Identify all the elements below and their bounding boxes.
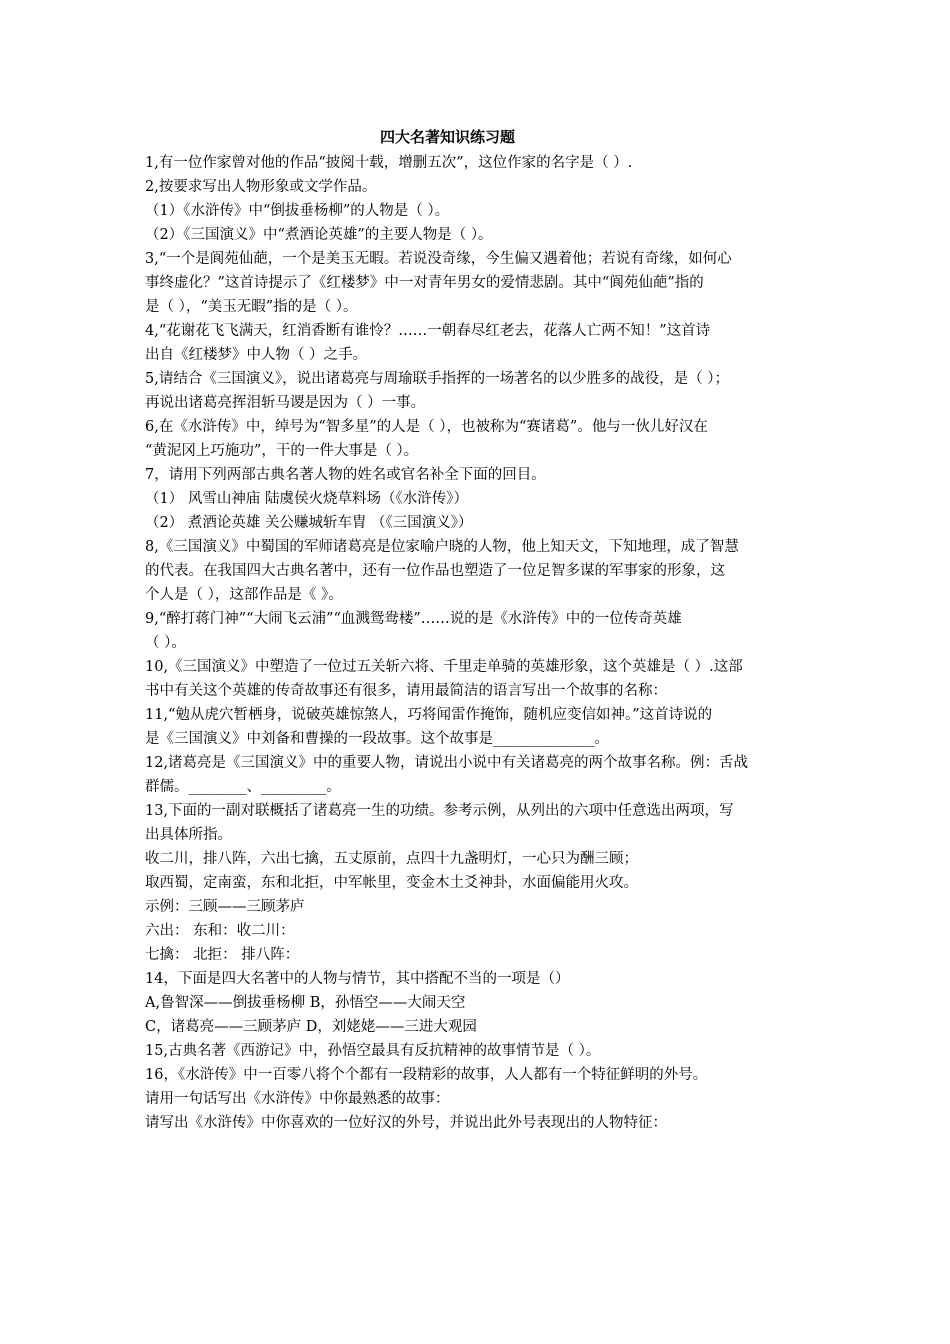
text-line: A,鲁智深——倒拔垂杨柳 B，孙悟空——大闹天空 <box>145 995 466 1011</box>
text-line: 3,“一个是阆苑仙葩，一个是美玉无暇。若说没奇缘，今生偏又遇着他；若说有奇缘，如何心 <box>145 251 732 267</box>
text-line: 请用一句话写出《水浒传》中你最熟悉的故事： <box>145 1091 450 1107</box>
document-title: 四大名著知识练习题 <box>380 128 516 146</box>
text-line: 收二川，排八阵，六出七擒，五丈原前，点四十九盏明灯，一心只为酬三顾； <box>145 851 638 867</box>
text-line: 9,“醉打蒋门神”“大闹飞云浦”“血溅鸳鸯楼”……说的是《水浒传》中的一位传奇英雄 <box>145 611 682 627</box>
document-body <box>145 151 815 1135</box>
text-line: 8,《三国演义》中蜀国的军师诸葛亮是位家喻户晓的人物，他上知天文，下知地理，成了智慧 <box>145 539 739 555</box>
text-line: 群儒。________、_________。 <box>145 779 341 795</box>
text-line: “黄泥冈上巧施功”，干的一件大事是（ ）。 <box>145 443 419 459</box>
text-line: 六出： 东和：收二川： <box>145 923 295 939</box>
text-line: （ ）。 <box>145 635 186 651</box>
text-line: 6,在《水浒传》中，绰号为“智多星”的人是（ ），也被称为“赛诸葛”。他与一伙儿好汉在 <box>145 419 708 435</box>
text-line: （2） 煮酒论英雄 关公赚城斩车胄 （《三国演义》） <box>145 515 473 531</box>
document-page <box>145 125 815 1135</box>
text-line: 16，《水浒传》中一百零八将个个都有一段精彩的故事，人人都有一个特征鲜明的外号。 <box>145 1067 708 1083</box>
text-line: 1,有一位作家曾对他的作品“披阅十载，增删五次”，这位作家的名字是（ ）. <box>145 155 633 171</box>
text-line: 14，下面是四大名著中的人物与情节，其中搭配不当的一项是（） <box>145 971 570 987</box>
text-line: （1） 风雪山神庙 陆虞侯火烧草料场（《水浒传》） <box>145 491 468 507</box>
text-line: 是（ ），“美玉无暇”指的是（ ）。 <box>145 299 358 315</box>
text-line: 4,“花谢花飞飞满天，红消香断有谁怜？……一朝春尽红老去，花落人亡两不知！”这首诗 <box>145 323 711 339</box>
text-line: 15,古典名著《西游记》中，孙悟空最具有反抗精神的故事情节是（ ）。 <box>145 1043 601 1059</box>
text-line: 七擒： 北拒： 排八阵： <box>145 947 300 963</box>
text-line: 13,下面的一副对联概括了诸葛亮一生的功绩。参考示例，从列出的六项中任意选出两项，写 <box>145 803 734 819</box>
text-line: （1）《水浒传》中“倒拔垂杨柳”的人物是（ ）。 <box>145 203 450 219</box>
text-line: 5,请结合《三国演义》，说出诸葛亮与周瑜联手指挥的一场著名的以少胜多的战役，是（ ）； <box>145 371 729 387</box>
text-line: 书中有关这个英雄的传奇故事还有很多，请用最简洁的语言写出一个故事的名称： <box>145 683 667 699</box>
text-line: 11,“勉从虎穴暂栖身，说破英雄惊煞人，巧将闻雷作掩饰，随机应变信如神。”这首诗说的 <box>145 707 713 723</box>
text-line: 7，请用下列两部古典名著人物的姓名或官名补全下面的回目。 <box>145 467 546 483</box>
text-line: 的代表。在我国四大古典名著中，还有一位作品也塑造了一位足智多谋的军事家的形象，这 <box>145 563 725 579</box>
text-line: 10,《三国演义》中塑造了一位过五关斩六将、千里走单骑的英雄形象，这个英雄是（ ）.这部 <box>145 659 743 675</box>
text-line: 再说出诸葛亮挥泪斩马谡是因为（ ）一事。 <box>145 395 426 411</box>
text-line: 12,诸葛亮是《三国演义》中的重要人物，请说出小说中有关诸葛亮的两个故事名称。例：舌战 <box>145 755 749 771</box>
text-line: 2,按要求写出人物形象或文学作品。 <box>145 179 377 195</box>
text-line: 请写出《水浒传》中你喜欢的一位好汉的外号，并说出此外号表现出的人物特征： <box>145 1115 667 1131</box>
text-line: 出自《红楼梦》中人物（ ）之手。 <box>145 347 368 363</box>
text-line: 取西蜀，定南蛮，东和北拒，中军帐里，变金木土爻神卦，水面偏能用火攻。 <box>145 875 638 891</box>
text-line: C，诸葛亮——三顾茅庐 D，刘姥姥——三进大观园 <box>145 1019 477 1035</box>
text-line: （2）《三国演义》中“煮酒论英雄”的主要人物是（ ）。 <box>145 227 493 243</box>
text-line: 事终虚化？”这首诗提示了《红楼梦》中一对青年男女的爱情悲剧。其中“阆苑仙葩”指的 <box>145 275 704 291</box>
text-line: 个人是（ ），这部作品是《 》。 <box>145 587 343 603</box>
text-line: 示例：三顾——三顾茅庐 <box>145 899 305 915</box>
text-line: 是《三国演义》中刘备和曹操的一段故事。这个故事是______________。 <box>145 731 609 747</box>
text-line: 出具体所指。 <box>145 827 232 843</box>
